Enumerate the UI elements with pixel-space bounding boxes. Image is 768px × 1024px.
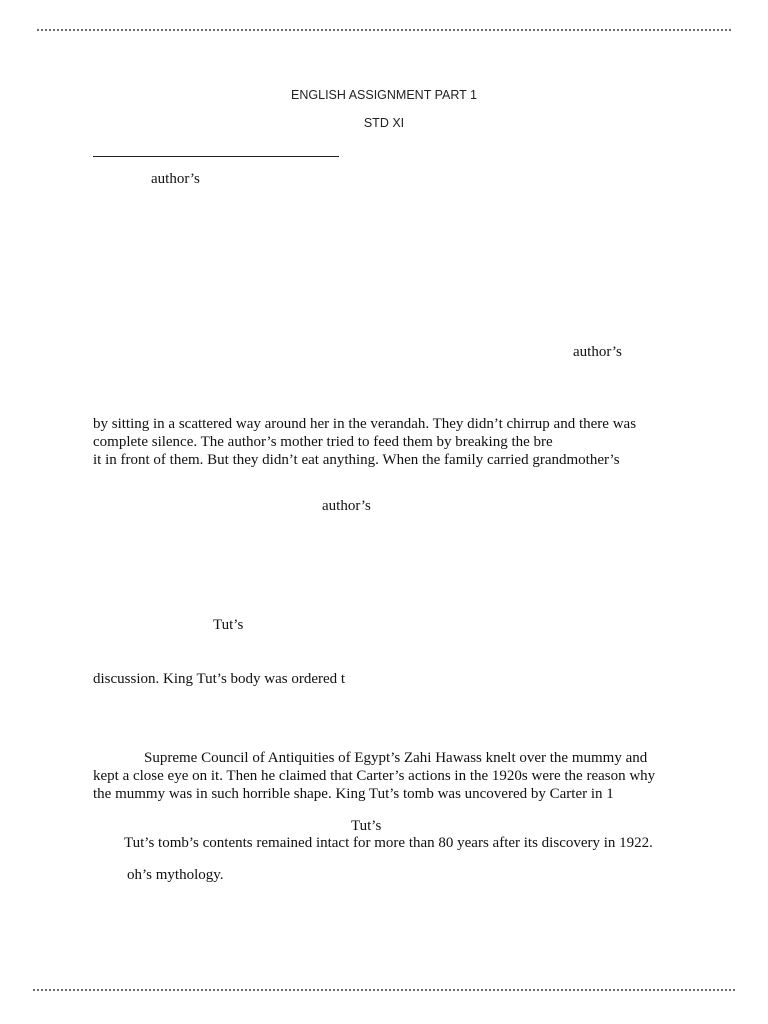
text-fragment-5: Tut’s	[213, 617, 244, 633]
paragraph-line: it in front of them. But they didn’t eat anything. When the family carried grandmother’s	[93, 452, 620, 468]
text-fragment-6: discussion. King Tut’s body was ordered t	[93, 671, 346, 687]
text-fragment-2: author’s	[573, 344, 622, 360]
paragraph-line: Supreme Council of Antiquities of Egypt’s Zahi Hawass knelt over the mummy and	[144, 750, 648, 766]
document-title: ENGLISH ASSIGNMENT PART 1	[291, 88, 477, 102]
decorative-border-bottom	[32, 987, 736, 993]
text-fragment-9: Tut’s tomb’s contents remained intact for more than 80 years after its discovery in 1922.	[124, 835, 653, 851]
paragraph-line: the mummy was in such horrible shape. King Tut’s tomb was uncovered by Carter in 1	[93, 786, 614, 802]
text-fragment-4: author’s	[322, 498, 371, 514]
text-fragment-10: oh’s mythology.	[127, 867, 224, 883]
text-fragment-8: Tut’s	[351, 818, 382, 834]
paragraph-line: by sitting in a scattered way around her in the verandah. They didn’t chirrup and there was	[93, 416, 637, 432]
document-subtitle: STD XI	[363, 116, 405, 130]
paragraph-line: kept a close eye on it. Then he claimed that Carter’s actions in the 1920s were the reason why	[93, 768, 656, 784]
paragraph-line: complete silence. The author’s mother tried to feed them by breaking the bre	[93, 434, 553, 450]
name-underline	[93, 156, 339, 157]
decorative-border-top	[36, 27, 732, 33]
text-fragment-1: author’s	[151, 171, 200, 187]
